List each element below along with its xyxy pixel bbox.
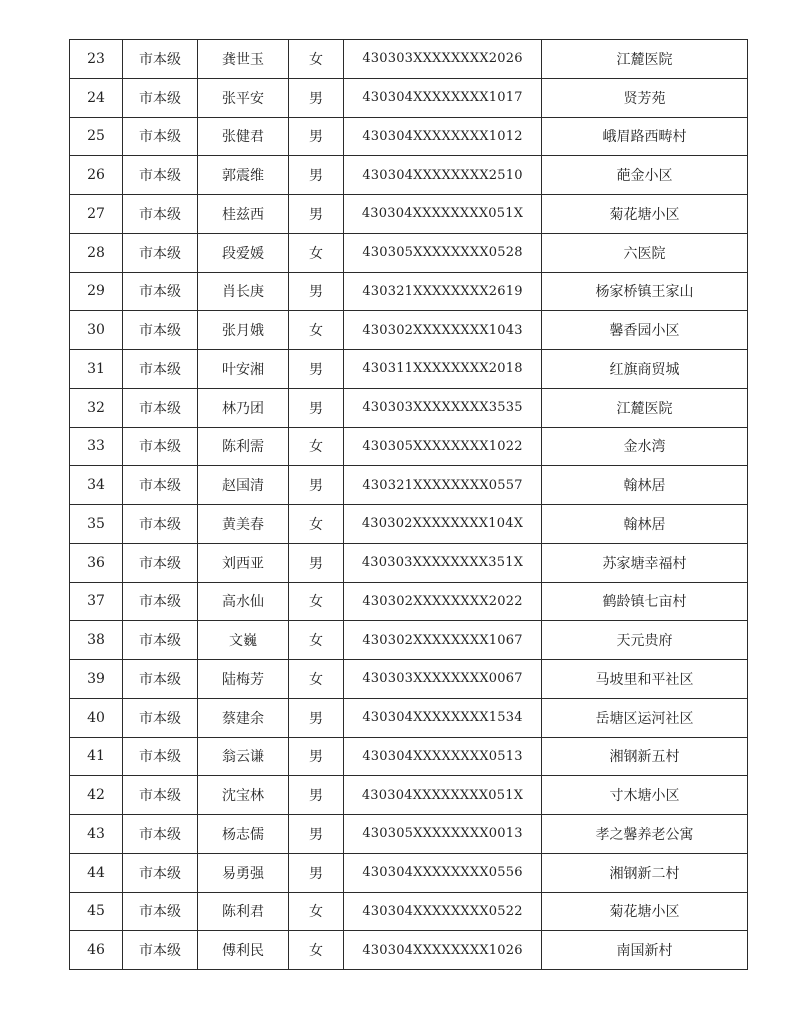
cell-level: 市本级 <box>123 195 198 234</box>
cell-name: 段爱媛 <box>198 234 289 273</box>
table-row <box>70 156 748 195</box>
cell-address: 馨香园小区 <box>542 311 748 350</box>
cell-address: 孝之馨养老公寓 <box>542 815 748 854</box>
table-row <box>70 893 748 932</box>
cell-name: 陈利君 <box>198 893 289 932</box>
table-row <box>70 505 748 544</box>
cell-address: 贤芳苑 <box>542 79 748 118</box>
cell-no: 40 <box>70 699 123 738</box>
cell-id: 430302XXXXXXXX1067 <box>344 621 542 660</box>
cell-address: 马坡里和平社区 <box>542 660 748 699</box>
cell-id: 430303XXXXXXXX3535 <box>344 389 542 428</box>
cell-address: 寸木塘小区 <box>542 776 748 815</box>
cell-address: 鹤龄镇七亩村 <box>542 583 748 622</box>
cell-id: 430304XXXXXXXX0522 <box>344 893 542 932</box>
cell-address: 南国新村 <box>542 931 748 970</box>
cell-address: 天元贵府 <box>542 621 748 660</box>
cell-name: 高水仙 <box>198 583 289 622</box>
cell-name: 文巍 <box>198 621 289 660</box>
cell-name: 张健君 <box>198 118 289 157</box>
cell-no: 32 <box>70 389 123 428</box>
cell-id: 430304XXXXXXXX1026 <box>344 931 542 970</box>
cell-gender: 女 <box>289 234 344 273</box>
cell-no: 42 <box>70 776 123 815</box>
cell-gender: 女 <box>289 505 344 544</box>
cell-no: 31 <box>70 350 123 389</box>
cell-level: 市本级 <box>123 893 198 932</box>
cell-gender: 男 <box>289 350 344 389</box>
cell-level: 市本级 <box>123 776 198 815</box>
cell-level: 市本级 <box>123 815 198 854</box>
cell-gender: 男 <box>289 776 344 815</box>
cell-name: 张月娥 <box>198 311 289 350</box>
table-row <box>70 195 748 234</box>
cell-no: 33 <box>70 428 123 467</box>
cell-no: 37 <box>70 583 123 622</box>
cell-address: 杨家桥镇王家山 <box>542 273 748 312</box>
cell-gender: 男 <box>289 544 344 583</box>
cell-gender: 女 <box>289 311 344 350</box>
table-row <box>70 273 748 312</box>
cell-id: 430304XXXXXXXX0556 <box>344 854 542 893</box>
cell-address: 红旗商贸城 <box>542 350 748 389</box>
cell-id: 430321XXXXXXXX2619 <box>344 273 542 312</box>
cell-gender: 男 <box>289 815 344 854</box>
cell-level: 市本级 <box>123 273 198 312</box>
table-row <box>70 738 748 777</box>
cell-level: 市本级 <box>123 854 198 893</box>
table-row <box>70 79 748 118</box>
cell-no: 34 <box>70 466 123 505</box>
cell-address: 六医院 <box>542 234 748 273</box>
cell-no: 24 <box>70 79 123 118</box>
table-row <box>70 118 748 157</box>
cell-level: 市本级 <box>123 699 198 738</box>
cell-gender: 女 <box>289 893 344 932</box>
table-row <box>70 621 748 660</box>
cell-name: 陆梅芳 <box>198 660 289 699</box>
cell-address: 葩金小区 <box>542 156 748 195</box>
cell-id: 430305XXXXXXXX0528 <box>344 234 542 273</box>
cell-id: 430302XXXXXXXX2022 <box>344 583 542 622</box>
table-row <box>70 660 748 699</box>
cell-address: 湘钢新二村 <box>542 854 748 893</box>
cell-address: 菊花塘小区 <box>542 195 748 234</box>
cell-gender: 女 <box>289 40 344 79</box>
cell-no: 43 <box>70 815 123 854</box>
cell-name: 郭震维 <box>198 156 289 195</box>
cell-gender: 男 <box>289 156 344 195</box>
cell-id: 430304XXXXXXXX2510 <box>344 156 542 195</box>
cell-no: 41 <box>70 738 123 777</box>
cell-id: 430304XXXXXXXX051X <box>344 776 542 815</box>
cell-no: 28 <box>70 234 123 273</box>
cell-level: 市本级 <box>123 311 198 350</box>
cell-no: 26 <box>70 156 123 195</box>
cell-address: 翰林居 <box>542 505 748 544</box>
table-row <box>70 389 748 428</box>
cell-name: 黄美春 <box>198 505 289 544</box>
cell-id: 430302XXXXXXXX1043 <box>344 311 542 350</box>
cell-level: 市本级 <box>123 931 198 970</box>
cell-name: 肖长庚 <box>198 273 289 312</box>
cell-name: 陈利需 <box>198 428 289 467</box>
cell-name: 杨志儒 <box>198 815 289 854</box>
cell-gender: 男 <box>289 118 344 157</box>
table-row <box>70 854 748 893</box>
cell-id: 430303XXXXXXXX0067 <box>344 660 542 699</box>
cell-gender: 女 <box>289 660 344 699</box>
cell-id: 430304XXXXXXXX0513 <box>344 738 542 777</box>
cell-level: 市本级 <box>123 621 198 660</box>
cell-id: 430311XXXXXXXX2018 <box>344 350 542 389</box>
cell-address: 翰林居 <box>542 466 748 505</box>
table-row <box>70 931 748 970</box>
cell-address: 江麓医院 <box>542 40 748 79</box>
cell-gender: 男 <box>289 738 344 777</box>
cell-id: 430304XXXXXXXX1534 <box>344 699 542 738</box>
table-row <box>70 544 748 583</box>
cell-id: 430321XXXXXXXX0557 <box>344 466 542 505</box>
cell-name: 易勇强 <box>198 854 289 893</box>
table-row <box>70 815 748 854</box>
cell-address: 菊花塘小区 <box>542 893 748 932</box>
cell-name: 蔡建余 <box>198 699 289 738</box>
cell-id: 430304XXXXXXXX1012 <box>344 118 542 157</box>
cell-level: 市本级 <box>123 389 198 428</box>
cell-no: 35 <box>70 505 123 544</box>
cell-gender: 男 <box>289 273 344 312</box>
cell-address: 江麓医院 <box>542 389 748 428</box>
cell-no: 44 <box>70 854 123 893</box>
roster-table <box>69 39 748 970</box>
table-row <box>70 428 748 467</box>
cell-gender: 女 <box>289 931 344 970</box>
cell-level: 市本级 <box>123 466 198 505</box>
cell-gender: 男 <box>289 854 344 893</box>
table-row <box>70 350 748 389</box>
table-row <box>70 234 748 273</box>
cell-no: 36 <box>70 544 123 583</box>
cell-gender: 男 <box>289 79 344 118</box>
cell-level: 市本级 <box>123 118 198 157</box>
cell-name: 沈宝林 <box>198 776 289 815</box>
cell-name: 桂兹西 <box>198 195 289 234</box>
cell-name: 刘西亚 <box>198 544 289 583</box>
cell-level: 市本级 <box>123 583 198 622</box>
cell-gender: 男 <box>289 699 344 738</box>
cell-id: 430302XXXXXXXX104X <box>344 505 542 544</box>
cell-no: 30 <box>70 311 123 350</box>
cell-level: 市本级 <box>123 505 198 544</box>
cell-no: 39 <box>70 660 123 699</box>
cell-gender: 女 <box>289 583 344 622</box>
cell-level: 市本级 <box>123 40 198 79</box>
cell-id: 430305XXXXXXXX1022 <box>344 428 542 467</box>
cell-no: 46 <box>70 931 123 970</box>
cell-address: 岳塘区运河社区 <box>542 699 748 738</box>
cell-level: 市本级 <box>123 234 198 273</box>
cell-address: 苏家塘幸福村 <box>542 544 748 583</box>
table-row <box>70 311 748 350</box>
cell-name: 傅利民 <box>198 931 289 970</box>
cell-id: 430303XXXXXXXX351X <box>344 544 542 583</box>
cell-name: 翁云谦 <box>198 738 289 777</box>
cell-gender: 男 <box>289 389 344 428</box>
table-row <box>70 583 748 622</box>
cell-no: 27 <box>70 195 123 234</box>
cell-no: 45 <box>70 893 123 932</box>
cell-id: 430305XXXXXXXX0013 <box>344 815 542 854</box>
cell-no: 25 <box>70 118 123 157</box>
cell-id: 430304XXXXXXXX051X <box>344 195 542 234</box>
table-row <box>70 40 748 79</box>
table-row <box>70 776 748 815</box>
cell-gender: 男 <box>289 466 344 505</box>
cell-level: 市本级 <box>123 738 198 777</box>
cell-name: 张平安 <box>198 79 289 118</box>
cell-address: 湘钢新五村 <box>542 738 748 777</box>
cell-level: 市本级 <box>123 350 198 389</box>
cell-id: 430304XXXXXXXX1017 <box>344 79 542 118</box>
cell-gender: 女 <box>289 428 344 467</box>
cell-level: 市本级 <box>123 660 198 699</box>
cell-gender: 男 <box>289 195 344 234</box>
cell-name: 林乃团 <box>198 389 289 428</box>
cell-level: 市本级 <box>123 544 198 583</box>
table-row <box>70 466 748 505</box>
cell-name: 龚世玉 <box>198 40 289 79</box>
cell-gender: 女 <box>289 621 344 660</box>
cell-level: 市本级 <box>123 79 198 118</box>
cell-name: 赵国清 <box>198 466 289 505</box>
cell-no: 29 <box>70 273 123 312</box>
cell-no: 23 <box>70 40 123 79</box>
cell-no: 38 <box>70 621 123 660</box>
cell-address: 峨眉路西畴村 <box>542 118 748 157</box>
cell-level: 市本级 <box>123 428 198 467</box>
cell-id: 430303XXXXXXXX2026 <box>344 40 542 79</box>
table-row <box>70 699 748 738</box>
cell-level: 市本级 <box>123 156 198 195</box>
cell-name: 叶安湘 <box>198 350 289 389</box>
cell-address: 金水湾 <box>542 428 748 467</box>
